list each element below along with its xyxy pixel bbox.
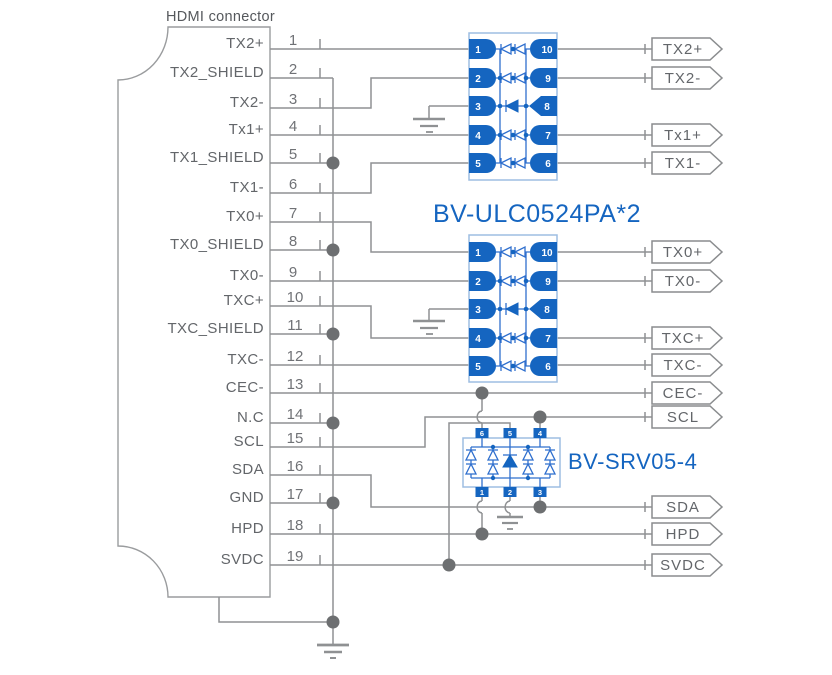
pin-number: 10 bbox=[286, 289, 304, 306]
ic2-pin bbox=[530, 328, 557, 348]
ic2-pin bbox=[469, 356, 496, 376]
svg-text:9: 9 bbox=[545, 277, 551, 288]
esd-array-ic2 bbox=[469, 235, 557, 382]
signal-tag bbox=[652, 354, 722, 376]
svg-text:3: 3 bbox=[475, 102, 481, 113]
pin-number: 19 bbox=[286, 548, 304, 565]
svg-text:8: 8 bbox=[544, 102, 550, 113]
ic1-pin bbox=[530, 153, 557, 173]
signal-tag bbox=[652, 270, 722, 292]
svg-text:SDA: SDA bbox=[666, 499, 700, 516]
pin-label: TX2_SHIELD bbox=[169, 64, 264, 81]
signal-tag bbox=[652, 38, 722, 60]
pin-number: 17 bbox=[286, 486, 304, 503]
signal-tag bbox=[652, 554, 722, 576]
pin-label: SCL bbox=[233, 433, 264, 450]
ground-symbol-ic2 bbox=[413, 309, 445, 334]
ic1-pin bbox=[530, 125, 557, 145]
pin-number: 14 bbox=[286, 406, 304, 423]
svg-text:SVDC: SVDC bbox=[660, 557, 706, 574]
svg-text:1: 1 bbox=[479, 488, 485, 497]
svg-text:6: 6 bbox=[545, 362, 551, 373]
svg-text:6: 6 bbox=[479, 429, 485, 438]
pin-number: 8 bbox=[288, 233, 298, 250]
svg-text:2: 2 bbox=[475, 277, 481, 288]
pin-number: 3 bbox=[288, 91, 298, 108]
pin-label: TX0- bbox=[229, 267, 264, 284]
svg-text:5: 5 bbox=[475, 362, 481, 373]
svg-text:9: 9 bbox=[545, 74, 551, 85]
pin-number: 12 bbox=[286, 348, 304, 365]
pin-label: TXC_SHIELD bbox=[167, 320, 264, 337]
svg-text:TX1-: TX1- bbox=[664, 155, 702, 172]
ic2-pin bbox=[469, 242, 496, 262]
svg-text:2: 2 bbox=[475, 74, 481, 85]
pin-label: TX0+ bbox=[226, 208, 264, 225]
ic1-pin bbox=[469, 96, 496, 116]
svg-text:6: 6 bbox=[545, 159, 551, 170]
svg-text:1: 1 bbox=[475, 248, 481, 259]
svg-text:7: 7 bbox=[545, 334, 551, 345]
signal-tag bbox=[652, 496, 722, 518]
svg-text:8: 8 bbox=[544, 305, 550, 316]
ic1-pin bbox=[469, 68, 496, 88]
svg-text:1: 1 bbox=[475, 45, 481, 56]
signal-tag bbox=[652, 406, 722, 428]
svg-text:TX0-: TX0- bbox=[664, 273, 702, 290]
svg-text:5: 5 bbox=[475, 159, 481, 170]
svg-text:Tx1+: Tx1+ bbox=[664, 127, 702, 144]
pin-label: TXC+ bbox=[223, 292, 264, 309]
svg-text:7: 7 bbox=[545, 131, 551, 142]
svg-text:CEC-: CEC- bbox=[662, 385, 704, 402]
connector-outline bbox=[118, 27, 270, 597]
pin-number: 11 bbox=[287, 317, 303, 334]
pin-label: TXC- bbox=[227, 351, 264, 368]
svg-text:TX2-: TX2- bbox=[664, 70, 702, 87]
svg-text:SCL: SCL bbox=[666, 409, 700, 426]
svg-text:HPD: HPD bbox=[665, 526, 701, 543]
ic1-pin bbox=[469, 153, 496, 173]
ground-symbol-esd bbox=[497, 517, 523, 529]
ic2-pin bbox=[469, 271, 496, 291]
ground-symbol-ic1 bbox=[413, 106, 445, 132]
svg-text:5: 5 bbox=[507, 429, 513, 438]
ic1-label: BV-ULC0524PA*2 bbox=[432, 200, 642, 228]
svg-text:TX0+: TX0+ bbox=[662, 244, 704, 261]
svg-text:4: 4 bbox=[475, 334, 481, 345]
pin-number: 7 bbox=[288, 205, 298, 222]
pin-number: 18 bbox=[286, 517, 304, 534]
svg-text:4: 4 bbox=[475, 131, 481, 142]
svg-text:3: 3 bbox=[537, 488, 543, 497]
pin-label: CEC- bbox=[225, 379, 264, 396]
svg-text:10: 10 bbox=[541, 248, 553, 259]
ic2-pin bbox=[530, 271, 557, 291]
connector-title: HDMI connector bbox=[166, 9, 275, 25]
pin-label: SDA bbox=[231, 461, 264, 478]
svg-text:2: 2 bbox=[507, 488, 513, 497]
pin-label: TX1_SHIELD bbox=[169, 149, 264, 166]
esd-array-srv05 bbox=[463, 428, 560, 497]
pin-number: 9 bbox=[288, 264, 298, 281]
svg-text:TX2+: TX2+ bbox=[662, 41, 704, 58]
pin-label: GND bbox=[229, 489, 264, 506]
svg-text:3: 3 bbox=[475, 305, 481, 316]
ic1-pin bbox=[469, 39, 496, 59]
pin-label: Tx1+ bbox=[228, 121, 264, 138]
signal-tag bbox=[652, 124, 722, 146]
pin-number: 16 bbox=[286, 458, 304, 475]
pin-label: N.C bbox=[236, 409, 264, 426]
output-tags bbox=[652, 38, 722, 576]
signal-tag bbox=[652, 382, 722, 404]
signal-tag bbox=[652, 152, 722, 174]
signal-tag bbox=[652, 327, 722, 349]
ic1-pin bbox=[469, 125, 496, 145]
esd-array-ic1 bbox=[469, 33, 557, 180]
svg-text:10: 10 bbox=[541, 45, 553, 56]
ic2-pin bbox=[469, 328, 496, 348]
svg-text:TXC+: TXC+ bbox=[661, 330, 705, 347]
signal-tag bbox=[652, 523, 722, 545]
pin-label: SVDC bbox=[220, 551, 264, 568]
ic2-pin bbox=[469, 299, 496, 319]
ic1-pin bbox=[530, 68, 557, 88]
srv05-label: BV-SRV05-4 bbox=[568, 449, 698, 474]
pin-label: HPD bbox=[231, 520, 264, 537]
svg-text:4: 4 bbox=[537, 429, 543, 438]
pin-number: 13 bbox=[286, 376, 304, 393]
pin-number: 15 bbox=[286, 430, 304, 447]
svg-text:TXC-: TXC- bbox=[663, 357, 703, 374]
pin-number: 5 bbox=[288, 146, 298, 163]
ic2-pin bbox=[530, 356, 557, 376]
pin-number: 2 bbox=[288, 61, 298, 78]
pin-number: 1 bbox=[288, 32, 298, 49]
pin-label: TX1- bbox=[229, 179, 264, 196]
pin-number: 4 bbox=[288, 118, 298, 135]
signal-tag bbox=[652, 67, 722, 89]
pin-number: 6 bbox=[288, 176, 298, 193]
pin-label: TX2+ bbox=[226, 35, 264, 52]
pin-label: TX2- bbox=[229, 94, 264, 111]
pin-label: TX0_SHIELD bbox=[169, 236, 264, 253]
signal-tag bbox=[652, 241, 722, 263]
